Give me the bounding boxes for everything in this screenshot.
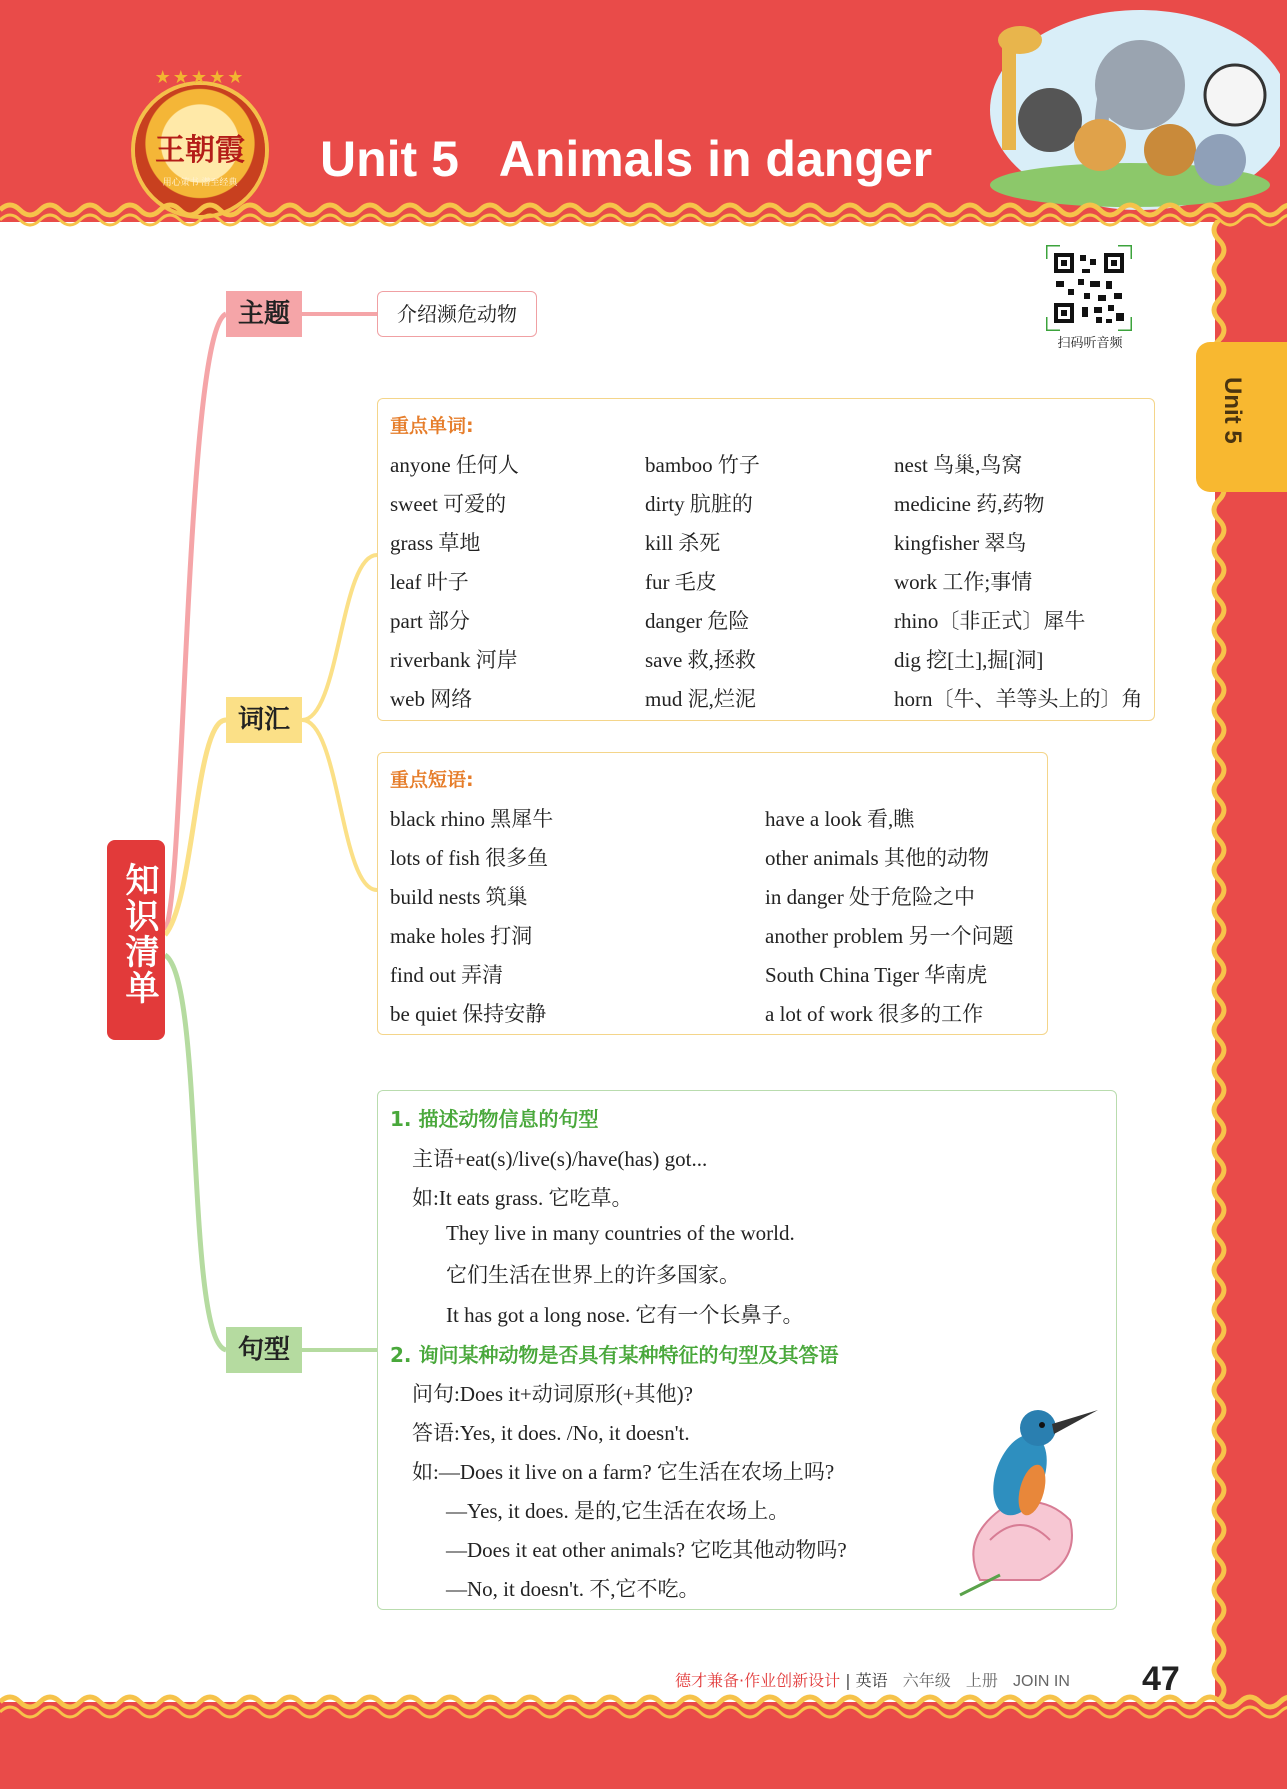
key-words-box <box>377 398 1155 721</box>
pattern-1-title: 1. 描述动物信息的句型 <box>390 1107 599 1131</box>
phrase-entry: black rhino 黑犀牛 <box>390 807 554 831</box>
word-entry: part 部分 <box>390 609 470 633</box>
node-vocab: 词汇 <box>226 697 302 743</box>
pattern-2-line: —Does it eat other animals? 它吃其他动物吗? <box>446 1538 847 1562</box>
page-number: 47 <box>1142 1660 1180 1698</box>
footer-separator: | <box>845 1671 851 1690</box>
word-entry: horn〔牛、羊等头上的〕角 <box>894 687 1143 711</box>
word-entry: save 救,拯救 <box>645 648 756 672</box>
phrase-entry: in danger 处于危险之中 <box>765 885 975 909</box>
pattern-1-line: 主语+eat(s)/live(s)/have(has) got... <box>412 1147 708 1171</box>
word-entry: rhino〔非正式〕犀牛 <box>894 609 1086 633</box>
phrase-entry: have a look 看,瞧 <box>765 807 915 831</box>
pattern-2-line: —No, it doesn't. 不,它不吃。 <box>446 1577 700 1601</box>
phrase-entry: another problem 另一个问题 <box>765 924 1014 948</box>
word-entry: web 网络 <box>390 687 473 711</box>
word-entry: grass 草地 <box>390 531 481 555</box>
phrase-entry: lots of fish 很多鱼 <box>390 846 549 870</box>
root-label: 知识清单 <box>119 862 159 1006</box>
qr-label: 扫码听音频 <box>1057 336 1123 351</box>
phrase-entry: make holes 打洞 <box>390 924 533 948</box>
word-entry: kingfisher 翠鸟 <box>894 531 1027 555</box>
pattern-2-line: —Yes, it does. 是的,它生活在农场上。 <box>446 1499 790 1523</box>
phrase-entry: build nests 筑巢 <box>390 885 528 909</box>
footer-edition: JOIN IN <box>1013 1673 1070 1690</box>
word-entry: danger 危险 <box>645 609 750 633</box>
word-entry: sweet 可爱的 <box>390 492 507 516</box>
word-entry: leaf 叶子 <box>390 570 469 594</box>
word-entry: work 工作;事情 <box>894 570 1033 594</box>
key-phrases-box <box>377 752 1048 1035</box>
word-entry: medicine 药,药物 <box>894 492 1045 516</box>
word-entry: anyone 任何人 <box>390 453 519 477</box>
key-words-title: 重点单词: <box>390 415 474 437</box>
pattern-2-line: 如:—Does it live on a farm? 它生活在农场上吗? <box>412 1460 835 1484</box>
pattern-1-line: 它们生活在世界上的许多国家。 <box>446 1263 740 1287</box>
phrase-entry: other animals 其他的动物 <box>765 846 989 870</box>
node-sentences: 句型 <box>226 1327 302 1373</box>
pattern-2-title: 2. 询问某种动物是否具有某种特征的句型及其答语 <box>390 1343 839 1367</box>
logo-name: 王朝霞 <box>155 133 245 168</box>
page-footer <box>675 1668 1070 1691</box>
footer-subject: 英语 <box>855 1671 888 1690</box>
phrase-entry: a lot of work 很多的工作 <box>765 1002 984 1026</box>
logo-motto: 用心策书 潜至经典 <box>162 178 238 188</box>
theme-content: 介绍濒危动物 <box>377 291 537 337</box>
phrase-entry: find out 弄清 <box>390 963 504 987</box>
footer-volume: 上册 <box>965 1671 998 1690</box>
phrase-entry: South China Tiger 华南虎 <box>765 963 988 987</box>
side-tab-label: Unit 5 <box>1219 377 1246 444</box>
unit-title: Unit 5 Animals in danger <box>320 131 933 187</box>
pattern-1-line: It has got a long nose. 它有一个长鼻子。 <box>446 1303 804 1327</box>
word-entry: dig 挖[土],掘[洞] <box>894 648 1044 672</box>
footer-grade: 六年级 <box>902 1671 951 1690</box>
mindmap-root <box>107 840 165 1040</box>
word-entry: nest 鸟巢,鸟窝 <box>894 453 1023 477</box>
node-theme: 主题 <box>226 291 302 337</box>
pattern-2-line: 问句:Does it+动词原形(+其他)? <box>412 1382 693 1406</box>
pattern-1-line: 如:It eats grass. 它吃草。 <box>412 1186 633 1210</box>
logo-stars-icon: ★★★★★ <box>154 67 246 88</box>
pattern-1-line: They live in many countries of the world. <box>446 1221 795 1245</box>
word-entry: bamboo 竹子 <box>645 453 760 477</box>
word-entry: fur 毛皮 <box>645 570 717 594</box>
key-phrases-title: 重点短语: <box>390 769 474 791</box>
phrase-entry: be quiet 保持安静 <box>390 1002 547 1026</box>
word-entry: riverbank 河岸 <box>390 648 518 672</box>
word-entry: mud 泥,烂泥 <box>645 687 756 711</box>
pattern-2-line: 答语:Yes, it does. /No, it doesn't. <box>412 1421 690 1445</box>
word-entry: dirty 肮脏的 <box>645 492 753 516</box>
kingfisher-illustration <box>940 1380 1100 1600</box>
word-entry: kill 杀死 <box>645 531 721 555</box>
series-name: 德才兼备·作业创新设计 <box>675 1671 841 1690</box>
